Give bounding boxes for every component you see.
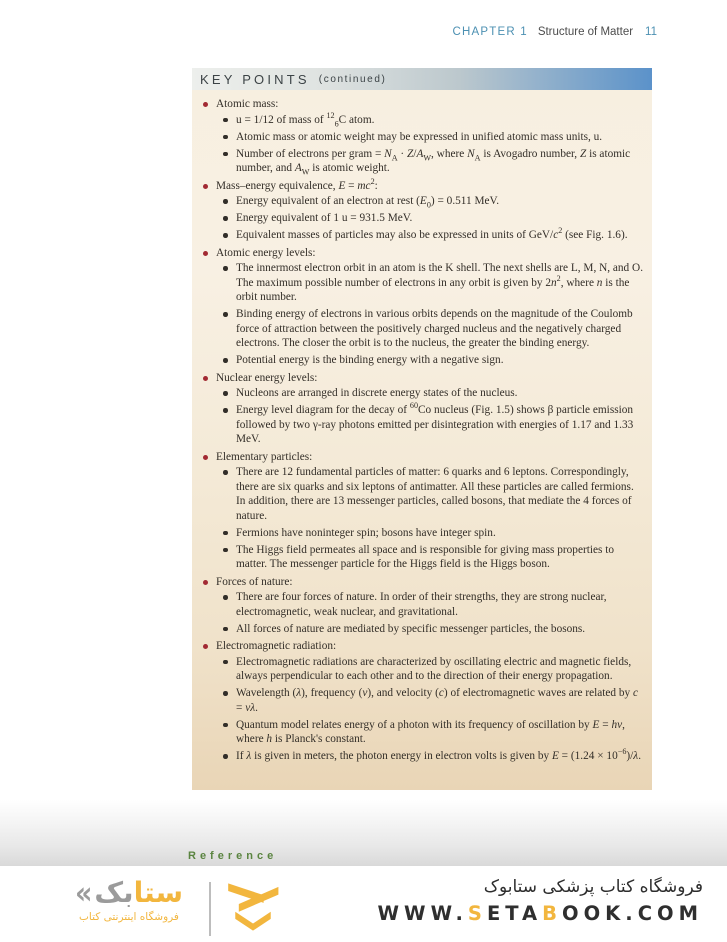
- keypoint-subitem: Potential energy is the binding energy with a negative sign.: [222, 353, 644, 368]
- keypoint-subitem: The innermost electron orbit in an atom is the K shell. The next shells are L, M, N, and O. The maximum possible number of electrons in any orbit is given by $2n^2$, where n is the orbit number.: [222, 261, 644, 305]
- logo-caption: فروشگاه اینترنتی کتاب: [79, 910, 179, 923]
- keypoint-item: [202, 176, 644, 243]
- keypoint-item: [202, 639, 644, 764]
- keypoint-label: Elementary particles:: [216, 450, 313, 463]
- running-head: [452, 26, 657, 38]
- keypoint-sublist: [216, 261, 644, 368]
- wordmark-segment: ستا: [133, 876, 184, 909]
- chapter-label: CHAPTER 1: [452, 26, 528, 38]
- website-segment: ETA: [486, 901, 543, 925]
- keypoint-subitem: If λ is given in meters, the photon energy in electron volts is given by $E = (1.24 \times 10^{-6})/\lambda$.: [222, 749, 644, 764]
- logo-wordmark-row: [50, 875, 208, 912]
- keypoint-subitem: Nucleons are arranged in discrete energy states of the nucleus.: [222, 386, 644, 401]
- keypoint-subitem: u = 1/12 of mass of $^{12}_6$C atom.: [222, 113, 644, 128]
- keypoint-subitem: The Higgs field permeates all space and is responsible for giving mass properties to matter. The messenger particle for the Higgs field is the Higgs boson.: [222, 543, 644, 572]
- keypoints-list: [192, 90, 652, 775]
- website-segment: WWW.: [377, 901, 468, 925]
- chapter-title: Structure of Matter: [537, 26, 634, 38]
- keypoint-label: Nuclear energy levels:: [216, 371, 318, 384]
- keypoint-sublist: [216, 194, 644, 243]
- keypoint-item: [202, 246, 644, 368]
- setabook-wordmark: [94, 878, 183, 909]
- keypoint-sublist: [216, 110, 644, 177]
- keypoint-label: Mass–energy equivalence, $E = mc^2$:: [216, 176, 378, 192]
- keypoint-item: [202, 575, 644, 637]
- keypoint-label: Electromagnetic radiation:: [216, 640, 337, 652]
- keypoint-sublist: [216, 386, 644, 447]
- keypoint-label: Atomic mass:: [216, 98, 279, 110]
- keypoint-subitem: Fermions have noninteger spin; bosons have integer spin.: [222, 526, 644, 541]
- page-bottom-shadow-band: [0, 800, 727, 866]
- store-tagline: فروشگاه کتاب پزشکی ستابوک: [483, 877, 703, 897]
- keypoint-item: [202, 371, 644, 447]
- keypoint-label: Atomic energy levels:: [216, 246, 316, 259]
- reference-heading: Reference: [188, 850, 278, 862]
- setabook-logo: [50, 875, 208, 923]
- keypoints-box: [192, 68, 652, 790]
- keypoint-subitem: Electromagnetic radiations are characterized by oscillating electric and magnetic fields, always perpendicular to each other and to the direction of their energy propagation.: [222, 655, 644, 684]
- keypoints-titlebar: [192, 68, 652, 90]
- website-segment: B: [542, 901, 563, 925]
- watermark-footer: [0, 876, 727, 942]
- keypoint-sublist: [216, 590, 644, 636]
- keypoint-subitem: Energy equivalent of an electron at rest $(E_0) = 0.511$ MeV.: [222, 194, 644, 209]
- keypoint-subitem: Energy level diagram for the decay of $^{60}$Co nucleus (Fig. 1.5) shows β particle emission followed by two γ-ray photons emitted per disintegration with energies of 1.17 and 1.33 MeV.: [222, 403, 644, 447]
- keypoint-label: Forces of nature:: [216, 575, 293, 588]
- website-url: [378, 902, 703, 925]
- keypoint-subitem: Number of electrons per gram = $N_A \cdot Z/A_W$, where $N_A$ is Avogadro number, Z is atomic number, and $A_W$ is atomic weight.: [222, 147, 644, 176]
- page-number: 11: [645, 26, 657, 38]
- keypoint-item: [202, 97, 644, 176]
- setabook-chevron-icon: [220, 881, 286, 937]
- keypoints-continued-label: (continued): [318, 74, 387, 85]
- double-left-guillemet-icon: «: [74, 875, 93, 912]
- website-segment: S: [467, 901, 487, 925]
- keypoint-subitem: All forces of nature are mediated by specific messenger particles, the bosons.: [222, 622, 644, 637]
- keypoints-title: KEY POINTS: [200, 71, 310, 87]
- website-segment: OOK.COM: [562, 901, 703, 925]
- keypoint-subitem: There are 12 fundamental particles of matter: 6 quarks and 6 leptons. Correspondingly, there are six quarks and six leptons of antimatter. All these particles are called fermions. In addition, there are 13 messenger particles, called bosons, that mediate the 4 forces of nature.: [222, 465, 644, 523]
- keypoint-subitem: Energy equivalent of 1 u = 931.5 MeV.: [222, 211, 644, 226]
- keypoint-subitem: Equivalent masses of particles may also be expressed in units of GeV/$c^2$ (see Fig. 1.6).: [222, 228, 644, 243]
- wordmark-segment: بک: [94, 876, 134, 909]
- keypoint-subitem: Atomic mass or atomic weight may be expressed in unified atomic mass units, u.: [222, 130, 644, 145]
- keypoint-subitem: Quantum model relates energy of a photon with its frequency of oscillation by E = hν, where h is Planck's constant.: [222, 718, 644, 747]
- keypoint-subitem: There are four forces of nature. In order of their strengths, they are strong nuclear, electromagnetic, weak nuclear, and gravitational.: [222, 590, 644, 619]
- keypoint-subitem: Wavelength (λ), frequency (ν), and velocity (c) of electromagnetic waves are related by c = νλ.: [222, 686, 644, 715]
- keypoint-sublist: [216, 465, 644, 572]
- keypoint-item: [202, 450, 644, 572]
- keypoint-subitem: Binding energy of electrons in various orbits depends on the magnitude of the Coulomb force of attraction between the positively charged nucleus and the negatively charged electrons. The closer the orbit is to the nucleus, the greater the binding energy.: [222, 307, 644, 351]
- footer-divider: [209, 882, 211, 936]
- keypoint-sublist: [216, 655, 644, 764]
- footer-right-block: [378, 876, 703, 925]
